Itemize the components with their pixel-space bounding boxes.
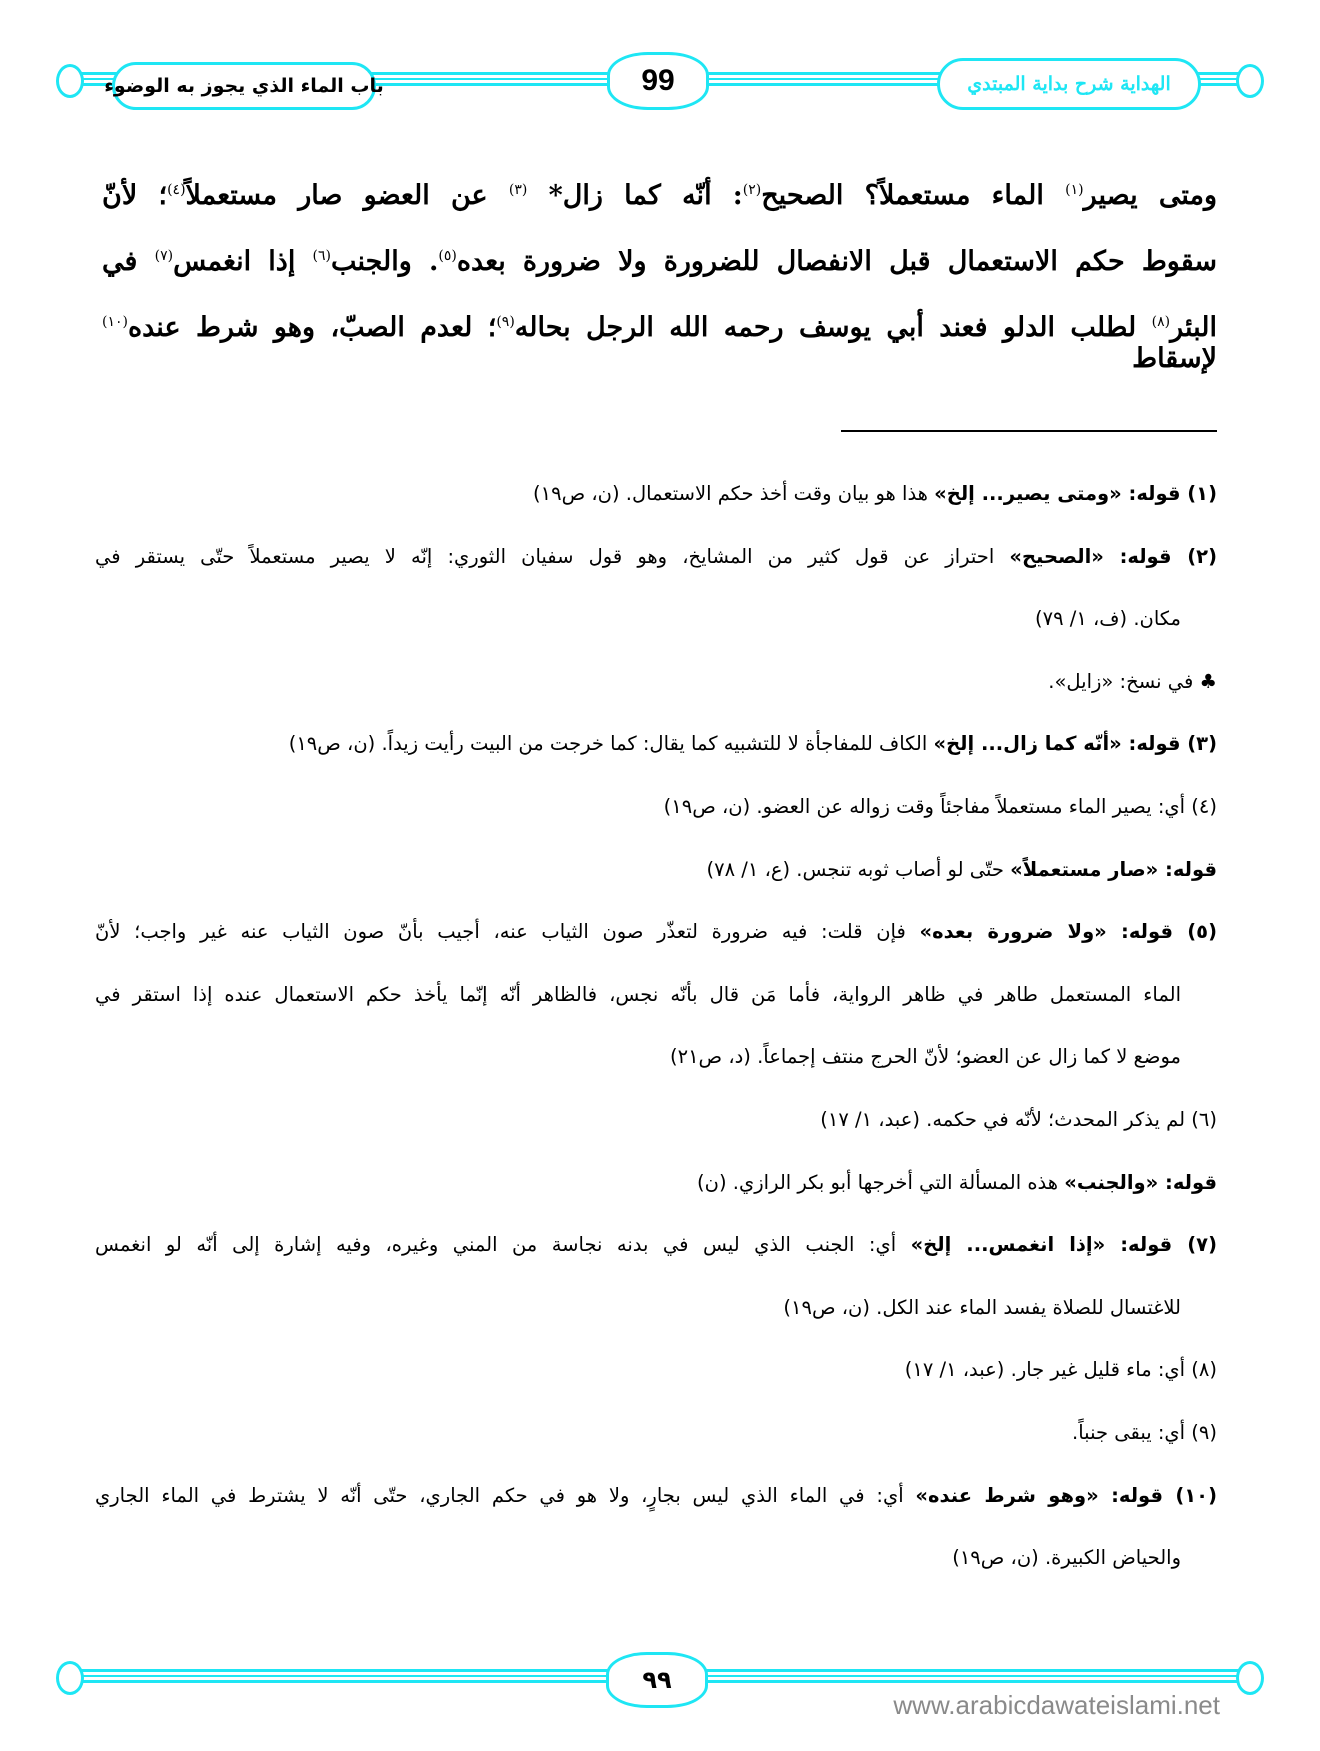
footnote-lemma: (١) قوله: «ومتى يصير... إلخ» (934, 482, 1217, 505)
footnote-line (95, 670, 1217, 693)
footnote-text: أي: في الماء الذي ليس بجارٍ، ولا هو في حكم الجاري، حتّى أنّه لا يشترط في الماء الجاري (95, 1483, 916, 1507)
footnote-lemma: (٥) قوله: «ولا ضرورة بعده» (919, 920, 1217, 944)
text-segment: . والجنب (330, 246, 439, 277)
footnote-reference[interactable]: (١٠) (102, 314, 128, 330)
footnote-text: والحياض الكبيرة. (ن، ص١٩) (952, 1546, 1181, 1570)
footer-page-number: ٩٩ (642, 1666, 672, 1694)
footnote-continuation-line (95, 1546, 1181, 1569)
footnote-lemma: (٣) قوله: «أنّه كما زال... إلخ» (933, 732, 1217, 756)
footnote-lemma: (١٠) قوله: «وهو شرط عنده» (915, 1483, 1218, 1507)
footnote-lemma: (٢) قوله: «الصحيح» (1009, 544, 1217, 568)
footnote-line (95, 482, 1217, 505)
footnote-text: احتراز عن قول كثير من المشايخ، وهو قول سفيان الثوري: إنّه لا يصير مستعملاً حتّى يستقر في (95, 544, 1010, 568)
chapter-title-cartouche (104, 62, 384, 110)
text-segment: ؛ لعدم الصبّ، وهو شرط عنده (127, 312, 497, 343)
footnote-text: موضع لا كما زال عن العضو؛ لأنّ الحرج منتف إجماعاً. (د، ص٢١) (669, 1045, 1181, 1069)
text-segment: الماء مستعملاً؟ الصحيح (761, 180, 1066, 211)
footnote-reference[interactable]: (٢) (742, 182, 762, 198)
footnote-text: (٤) أي: يصير الماء مستعملاً مفاجئاً وقت زواله عن العضو. (ن، ص١٩) (663, 795, 1217, 818)
footnote-line (95, 545, 1217, 568)
footnote-line (95, 920, 1217, 943)
text-segment: سقوط حكم الاستعمال قبل الانفصال للضرورة ولا ضرورة بعده (456, 246, 1218, 277)
text-segment: البئر (1170, 312, 1217, 343)
footnote-line (95, 1358, 1217, 1381)
footnote-separator (841, 430, 1217, 432)
footnote-reference[interactable]: (٤) (167, 182, 186, 198)
text-segment: لطلب الدلو فعند أبي يوسف رحمه الله الرجل بحاله (514, 312, 1152, 343)
footnote-text: ♣ في نسخ: «زايل». (1048, 669, 1217, 693)
footnote-line (95, 1108, 1217, 1131)
footnote-reference[interactable]: (٥) (438, 248, 457, 264)
text-segment: : أنّه كما زال (562, 180, 743, 211)
book-title: الهداية شرح بداية المبتدي (967, 73, 1171, 95)
chapter-title: باب الماء الذي يجوز به الوضوء (104, 75, 384, 97)
footnote-text: (٩) أي: يبقى جنباً. (1072, 1421, 1217, 1444)
footnote-reference[interactable]: (٧) (154, 248, 174, 264)
footnote-text: الكاف للمفاجأة لا للتشبيه كما يقال: كما خرجت من البيت رأيت زيداً. (ن، ص١٩) (288, 732, 934, 756)
text-segment: إذا انغمس (173, 246, 313, 277)
footnote-line (95, 732, 1217, 755)
footnote-continuation-line (95, 983, 1181, 1006)
book-title-cartouche (937, 58, 1201, 110)
text-segment: في (102, 246, 155, 277)
main-text-line (102, 312, 1217, 374)
footnote-text: (٨) أي: ماء قليل غير جار. (عبد، ١/ ١٧) (904, 1358, 1217, 1382)
footnote-text: (٦) لم يذكر المحدث؛ لأنّه في حكمه. (عبد، ١/ ١٧) (820, 1108, 1217, 1131)
text-segment: عن العضو صار مستعملاً (185, 180, 509, 211)
footnote-continuation-line (95, 607, 1181, 630)
footnote-line (95, 1421, 1217, 1444)
footnote-text: مكان. (ف، ١/ ٧٩) (1034, 607, 1181, 631)
footnote-text: هذا هو بيان وقت أخذ حكم الاستعمال. (ن، ص١٩) (533, 482, 935, 505)
footnote-continuation-line (95, 1296, 1181, 1319)
footnote-lemma: قوله: «والجنب» (1064, 1170, 1217, 1194)
text-segment: * (527, 180, 563, 211)
footnote-text: الماء المستعمل طاهر في ظاهر الرواية، فأما مَن قال بأنّه نجس، فالظاهر أنّه إنّما يأخذ حكم الاستعمال عنده إذا استقر في (95, 982, 1181, 1006)
text-segment: لإسقاط (1132, 343, 1217, 374)
main-text-line (102, 180, 1217, 211)
text-segment: ومتى يصير (1083, 180, 1217, 211)
website-url[interactable]: www.arabicdawateislami.net (893, 1690, 1220, 1720)
footnote-lemma: قوله: «صار مستعملاً» (1010, 857, 1217, 881)
footnote-reference[interactable]: (٣) (508, 182, 528, 198)
footnote-line (95, 1484, 1217, 1507)
footnote-continuation-line (95, 1045, 1181, 1068)
footnote-line (95, 858, 1217, 881)
text-segment: ؛ لأنّ (102, 180, 168, 211)
footnote-lemma: (٧) قوله: «إذا انغمس... إلخ» (910, 1233, 1217, 1257)
footnote-line (95, 1233, 1217, 1256)
footnote-text: للاغتسال للصلاة يفسد الماء عند الكل. (ن، ص١٩) (783, 1295, 1181, 1319)
main-text-line (102, 246, 1217, 277)
page-number-oval (607, 52, 709, 110)
footnote-text: حتّى لو أصاب ثوبه تنجس. (ع، ١/ ٧٨) (706, 857, 1011, 881)
footnote-line (95, 1171, 1217, 1194)
footnote-text: هذه المسألة التي أخرجها أبو بكر الرازي. (ن) (697, 1170, 1065, 1194)
footer-page-number-oval (606, 1652, 708, 1708)
footnote-reference[interactable]: (١) (1065, 182, 1084, 198)
footnote-reference[interactable]: (٦) (312, 248, 331, 264)
footnote-text: أي: الجنب الذي ليس في بدنه نجاسة من المني وغيره، وفيه إشارة إلى أنّه لو انغمس (95, 1233, 911, 1257)
footnote-text: فإن قلت: فيه ضرورة لتعذّر صون الثياب عنه، أجيب بأنّ صون الثياب عنه غير واجب؛ لأنّ (95, 920, 920, 944)
page-number: 99 (641, 64, 675, 97)
footnote-reference[interactable]: (٨) (1151, 314, 1171, 330)
footnote-line (95, 795, 1217, 818)
footnote-reference[interactable]: (٩) (496, 314, 515, 330)
